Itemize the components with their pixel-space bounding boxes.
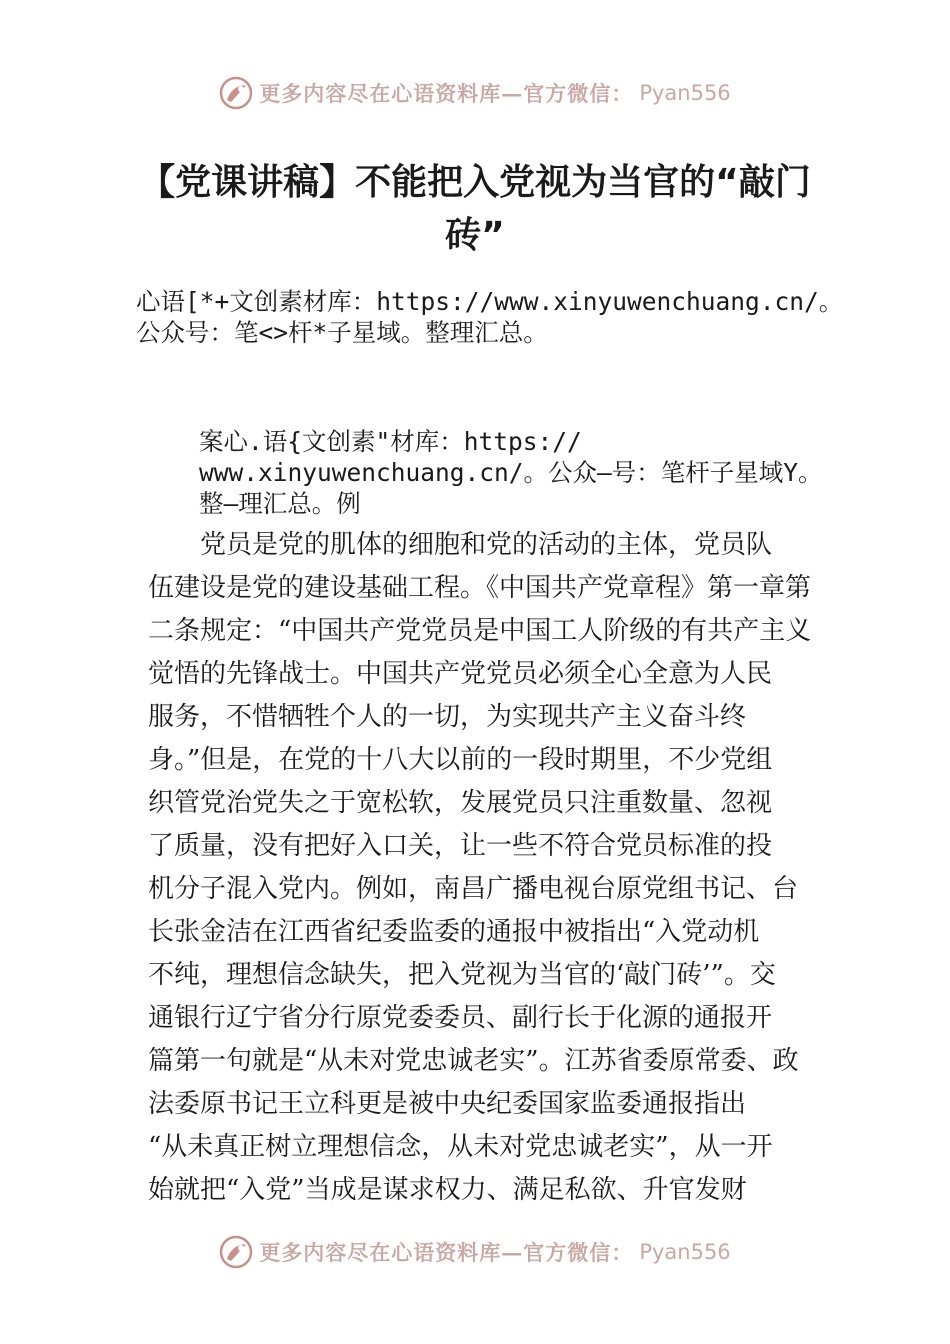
body-line: 通银行辽宁省分行原党委委员、副行长于化源的通报开 <box>148 1003 773 1033</box>
body-line: 了质量，没有把好入口关，让一些不符合党员标准的投 <box>148 831 773 861</box>
watermark-note-line-1: 案心.语{文创素"材库：https:// <box>199 427 582 456</box>
body-line: “从未真正树立理想信念，从未对党忠诚老实”，从一开 <box>148 1132 773 1162</box>
source-note-line-1: 心语[*+文创素材库：https://www.xinyuwenchuang.cn/。 <box>136 287 844 316</box>
body-line: 二条规定：“中国共产党党员是中国工人阶级的有共产主义 <box>148 616 812 646</box>
body-line: 伍建设是党的建设基础工程。《中国共产党章程》第一章第 <box>148 573 812 603</box>
banner-wechat-id: Pyan556 <box>639 1240 731 1264</box>
body-line: 篇第一句就是“从未对党忠诚老实”。江苏省委原常委、政 <box>148 1046 799 1076</box>
brand-logo-icon <box>219 1235 253 1269</box>
page-title-line-1: 【党课讲稿】不能把入党视为当官的“敲门 <box>139 162 811 203</box>
body-line: 身。”但是，在党的十八大以前的一段时期里，不少党组 <box>148 745 773 775</box>
banner-text: 更多内容尽在心语资料库—官方微信： <box>259 1240 634 1265</box>
body-line: 织管党治党失之于宽松软，发展党员只注重数量、忽视 <box>148 788 773 818</box>
body-line: 党员是党的肌体的细胞和党的活动的主体，党员队 <box>148 530 773 560</box>
header-banner <box>0 71 950 115</box>
banner-wechat-id: Pyan556 <box>639 81 731 105</box>
body-line: 机分子混入党内。例如，南昌广播电视台原党组书记、台 <box>148 874 799 904</box>
body-line: 长张金洁在江西省纪委监委的通报中被指出“入党动机 <box>148 917 760 947</box>
body-line: 不纯，理想信念缺失，把入党视为当官的‘敲门砖’”。交 <box>148 960 776 990</box>
body-line: 始就把“入党”当成是谋求权力、满足私欲、升官发财 <box>148 1175 747 1205</box>
banner-text: 更多内容尽在心语资料库—官方微信： <box>259 81 634 106</box>
footer-banner <box>0 1230 950 1274</box>
body-line: 法委原书记王立科更是被中央纪委国家监委通报指出 <box>148 1089 747 1119</box>
body-line: 觉悟的先锋战士。中国共产党党员必须全心全意为人民 <box>148 659 773 689</box>
body-line: 服务，不惜牺牲个人的一切，为实现共产主义奋斗终 <box>148 702 747 732</box>
watermark-note-line-2: www.xinyuwenchuang.cn/。公众—号：笔杆子星域Y。 <box>199 458 823 487</box>
watermark-note-line-3: 整—理汇总。例 <box>199 489 361 518</box>
page-title-line-2: 砖” <box>445 215 505 256</box>
brand-logo-icon <box>219 76 253 110</box>
source-note-line-2: 公众号：笔<>杆*子星域。整理汇总。 <box>136 318 548 347</box>
